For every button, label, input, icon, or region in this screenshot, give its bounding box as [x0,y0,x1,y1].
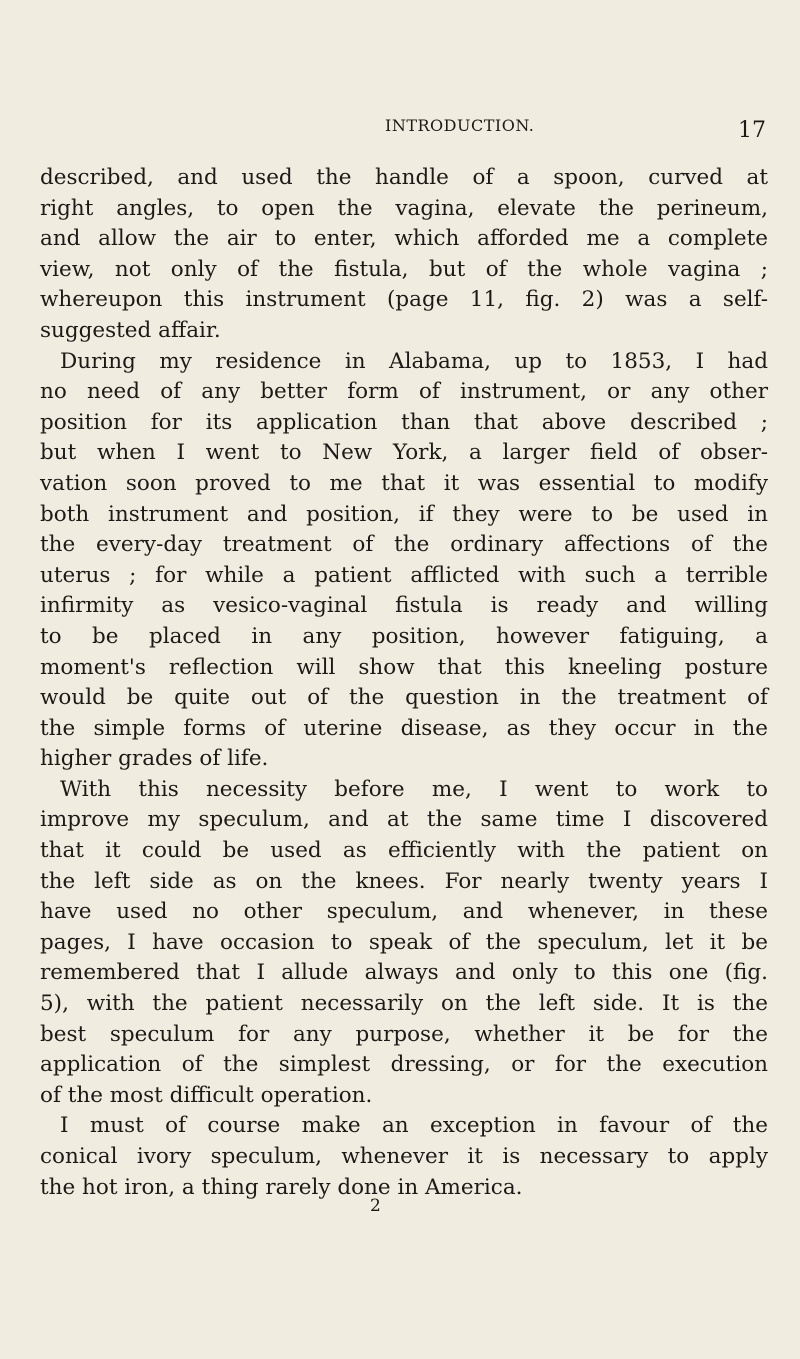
text-line: whereupon this instrument (page 11, fig. 2) was a self- [40,287,768,313]
text-line: position for its application than that above described ; [40,409,768,435]
text-line: conical ivory speculum, whenever it is necessary to apply [40,1144,768,1169]
text-line: remembered that I allude always and only to this one (fig. [40,960,768,986]
text-line: During my residence in Alabama, up to 1853, I had [60,348,768,374]
text-line: both instrument and position, if they were to be used in [40,501,768,527]
text-line: With this necessity before me, I went to work to [60,776,768,802]
text-line: no need of any better form of instrument, or any other [40,379,768,405]
text-line: view, not only of the fistula, but of the whole vagina ; [40,256,768,282]
text-line: uterus ; for while a patient afflicted with such a terrible [40,562,768,588]
text-line: the every-day treatment of the ordinary affections of the [40,532,768,558]
text-line: of the most difficult operation. [40,1082,373,1108]
body-text [40,163,768,1203]
text-line: and allow the air to enter, which afforded me a complete [40,226,768,252]
text-line: suggested affair. [40,317,221,343]
text-line: the simple forms of uterine disease, as they occur in the [40,715,768,741]
text-line: improve my speculum, and at the same time I discovered [40,807,768,833]
text-line: moment's reflection will show that this kneeling posture [40,654,768,680]
text-line: would be quite out of the question in the treatment of [40,685,768,711]
page-number: 17 [738,118,766,143]
text-line: described, and used the handle of a spoon, curved at [40,165,768,190]
text-line: vation soon proved to me that it was essential to modify [40,470,768,496]
text-line: the left side as on the knees. For nearly twenty years I [40,868,768,894]
text-line: pages, I have occasion to speak of the speculum, let it be [40,929,768,955]
text-line: right angles, to open the vagina, elevate the perineum, [40,195,768,221]
text-line: infirmity as vesico-vaginal fistula is ready and willing [40,593,768,619]
signature-mark: 2 [370,1196,381,1216]
text-line: best speculum for any purpose, whether it be for the [40,1021,768,1047]
text-line: that it could be used as efficiently with the patient on [40,838,768,864]
text-line: but when I went to New York, a larger field of obser- [40,440,768,466]
text-line: higher grades of life. [40,746,269,772]
text-line: to be placed in any position, however fatiguing, a [40,623,768,649]
running-head-title: INTRODUCTION. [385,116,535,135]
text-line: 5), with the patient necessarily on the left side. It is the [40,991,768,1017]
text-line: application of the simplest dressing, or for the execution [40,1052,768,1078]
text-line: I must of course make an exception in favour of the [60,1113,768,1139]
text-line: the hot iron, a thing rarely done in America. [40,1174,523,1200]
text-line: have used no other speculum, and whenever, in these [40,899,768,925]
